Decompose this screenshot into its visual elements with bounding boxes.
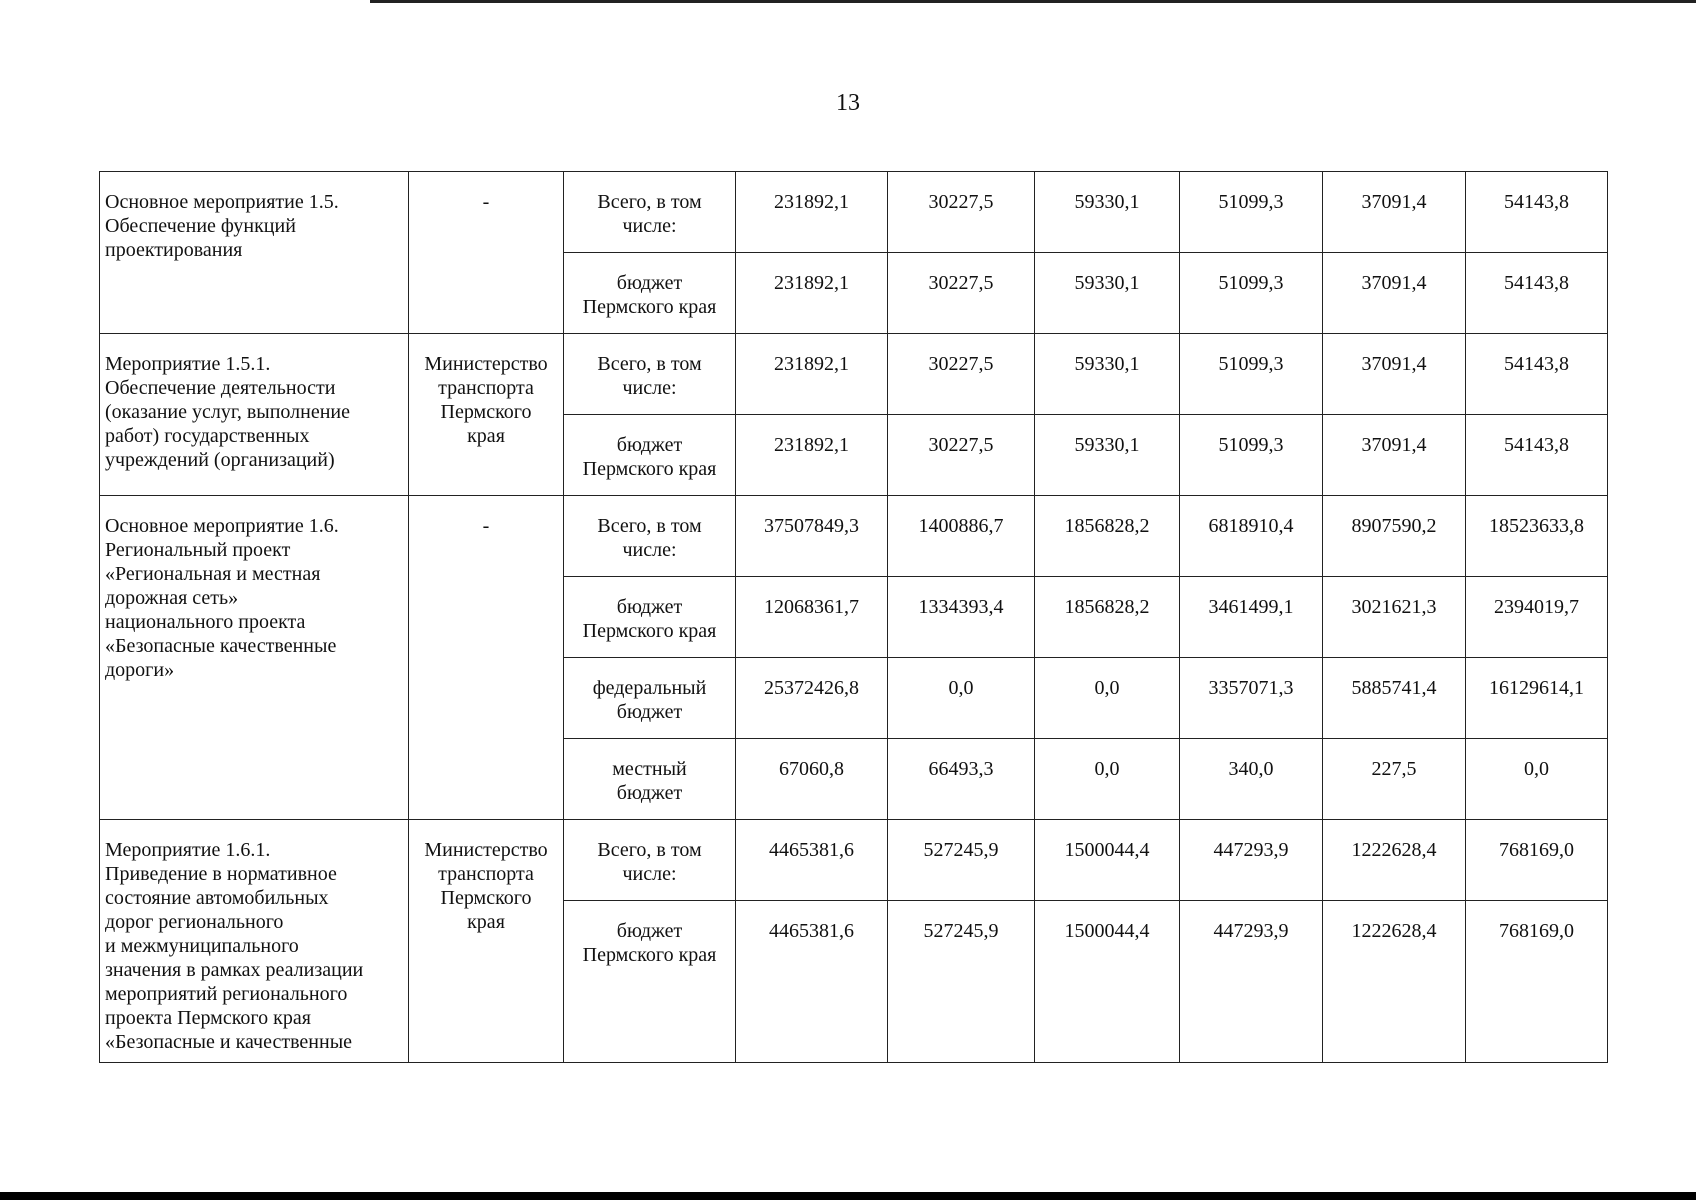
executor-cell bbox=[409, 172, 564, 334]
funding-source: бюджет Пермского края bbox=[564, 253, 736, 334]
value-year-3: 340,0 bbox=[1180, 739, 1323, 820]
value-year-1: 1334393,4 bbox=[888, 577, 1035, 658]
measure-name-cell bbox=[100, 820, 409, 1063]
value-total: 4465381,6 bbox=[736, 901, 888, 1063]
value-year-3: 3461499,1 bbox=[1180, 577, 1323, 658]
value-year-3: 447293,9 bbox=[1180, 820, 1323, 901]
value-total: 67060,8 bbox=[736, 739, 888, 820]
funding-source: Всего, в том числе: bbox=[564, 334, 736, 415]
funding-source: Всего, в том числе: bbox=[564, 820, 736, 901]
executor: Министерство транспорта Пермского края bbox=[424, 839, 548, 933]
value-year-4: 37091,4 bbox=[1323, 334, 1466, 415]
value-total: 12068361,7 bbox=[736, 577, 888, 658]
value-year-2: 59330,1 bbox=[1035, 172, 1180, 253]
measure-name-cell bbox=[100, 496, 409, 820]
value-total: 231892,1 bbox=[736, 172, 888, 253]
funding-source: бюджет Пермского края bbox=[564, 415, 736, 496]
value-year-5: 16129614,1 bbox=[1466, 658, 1608, 739]
value-year-5: 54143,8 bbox=[1466, 172, 1608, 253]
value-year-2: 1500044,4 bbox=[1035, 901, 1180, 1063]
table-row bbox=[100, 496, 1608, 577]
value-year-3: 3357071,3 bbox=[1180, 658, 1323, 739]
table-row bbox=[100, 820, 1608, 901]
value-year-2: 59330,1 bbox=[1035, 415, 1180, 496]
value-year-4: 37091,4 bbox=[1323, 253, 1466, 334]
value-year-1: 66493,3 bbox=[888, 739, 1035, 820]
value-year-4: 37091,4 bbox=[1323, 172, 1466, 253]
value-year-2: 1500044,4 bbox=[1035, 820, 1180, 901]
bottom-scan-band bbox=[0, 1192, 1696, 1200]
value-year-5: 2394019,7 bbox=[1466, 577, 1608, 658]
executor-cell bbox=[409, 334, 564, 496]
value-year-2: 59330,1 bbox=[1035, 253, 1180, 334]
funding-source: федеральный бюджет bbox=[564, 658, 736, 739]
value-year-5: 768169,0 bbox=[1466, 901, 1608, 1063]
value-year-3: 51099,3 bbox=[1180, 415, 1323, 496]
value-year-2: 59330,1 bbox=[1035, 334, 1180, 415]
funding-source: местный бюджет bbox=[564, 739, 736, 820]
value-total: 25372426,8 bbox=[736, 658, 888, 739]
value-year-4: 8907590,2 bbox=[1323, 496, 1466, 577]
funding-source: Всего, в том числе: bbox=[564, 172, 736, 253]
value-year-5: 54143,8 bbox=[1466, 415, 1608, 496]
top-scan-rule bbox=[370, 0, 1696, 3]
value-year-1: 527245,9 bbox=[888, 820, 1035, 901]
funding-source: бюджет Пермского края bbox=[564, 901, 736, 1063]
value-total: 4465381,6 bbox=[736, 820, 888, 901]
value-year-4: 1222628,4 bbox=[1323, 901, 1466, 1063]
value-year-1: 0,0 bbox=[888, 658, 1035, 739]
executor: Министерство транспорта Пермского края bbox=[424, 353, 548, 447]
value-year-4: 5885741,4 bbox=[1323, 658, 1466, 739]
value-year-2: 0,0 bbox=[1035, 658, 1180, 739]
measure-name: Мероприятие 1.5.1. Обеспечение деятельности (оказание услуг, выполнение работ) государственных учреждений (организаций) bbox=[105, 353, 350, 471]
measure-name-cell bbox=[100, 172, 409, 334]
value-year-1: 527245,9 bbox=[888, 901, 1035, 1063]
value-year-1: 30227,5 bbox=[888, 334, 1035, 415]
funding-source: бюджет Пермского края bbox=[564, 577, 736, 658]
value-year-3: 51099,3 bbox=[1180, 334, 1323, 415]
page-number: 13 bbox=[836, 90, 860, 116]
value-year-1: 30227,5 bbox=[888, 253, 1035, 334]
value-year-3: 51099,3 bbox=[1180, 172, 1323, 253]
executor: - bbox=[482, 191, 490, 213]
value-year-2: 0,0 bbox=[1035, 739, 1180, 820]
executor: - bbox=[482, 515, 490, 537]
value-year-5: 0,0 bbox=[1466, 739, 1608, 820]
value-total: 231892,1 bbox=[736, 334, 888, 415]
value-year-4: 227,5 bbox=[1323, 739, 1466, 820]
value-year-5: 768169,0 bbox=[1466, 820, 1608, 901]
value-year-3: 447293,9 bbox=[1180, 901, 1323, 1063]
executor-cell bbox=[409, 820, 564, 1063]
value-total: 37507849,3 bbox=[736, 496, 888, 577]
value-year-4: 1222628,4 bbox=[1323, 820, 1466, 901]
value-year-4: 37091,4 bbox=[1323, 415, 1466, 496]
table-row bbox=[100, 172, 1608, 253]
table-row bbox=[100, 334, 1608, 415]
measure-name-cell bbox=[100, 334, 409, 496]
value-year-5: 54143,8 bbox=[1466, 253, 1608, 334]
measure-name: Основное мероприятие 1.5. Обеспечение функций проектирования bbox=[105, 191, 339, 261]
funding-source: Всего, в том числе: bbox=[564, 496, 736, 577]
measure-name: Мероприятие 1.6.1. Приведение в нормативное состояние автомобильных дорог регионального и межмуниципального значения в рамках реализации мероприятий регионального проекта Пермского края «Безопасные и качественные bbox=[105, 839, 364, 1053]
value-year-2: 1856828,2 bbox=[1035, 577, 1180, 658]
value-year-4: 3021621,3 bbox=[1323, 577, 1466, 658]
value-total: 231892,1 bbox=[736, 253, 888, 334]
measure-name: Основное мероприятие 1.6. Региональный проект «Региональная и местная дорожная сеть» национального проекта «Безопасные качественные дороги» bbox=[105, 515, 339, 681]
value-year-1: 30227,5 bbox=[888, 415, 1035, 496]
value-year-3: 6818910,4 bbox=[1180, 496, 1323, 577]
budget-table bbox=[99, 171, 1608, 1063]
value-year-5: 54143,8 bbox=[1466, 334, 1608, 415]
value-year-2: 1856828,2 bbox=[1035, 496, 1180, 577]
value-total: 231892,1 bbox=[736, 415, 888, 496]
executor-cell bbox=[409, 496, 564, 820]
value-year-1: 1400886,7 bbox=[888, 496, 1035, 577]
value-year-3: 51099,3 bbox=[1180, 253, 1323, 334]
value-year-5: 18523633,8 bbox=[1466, 496, 1608, 577]
value-year-1: 30227,5 bbox=[888, 172, 1035, 253]
